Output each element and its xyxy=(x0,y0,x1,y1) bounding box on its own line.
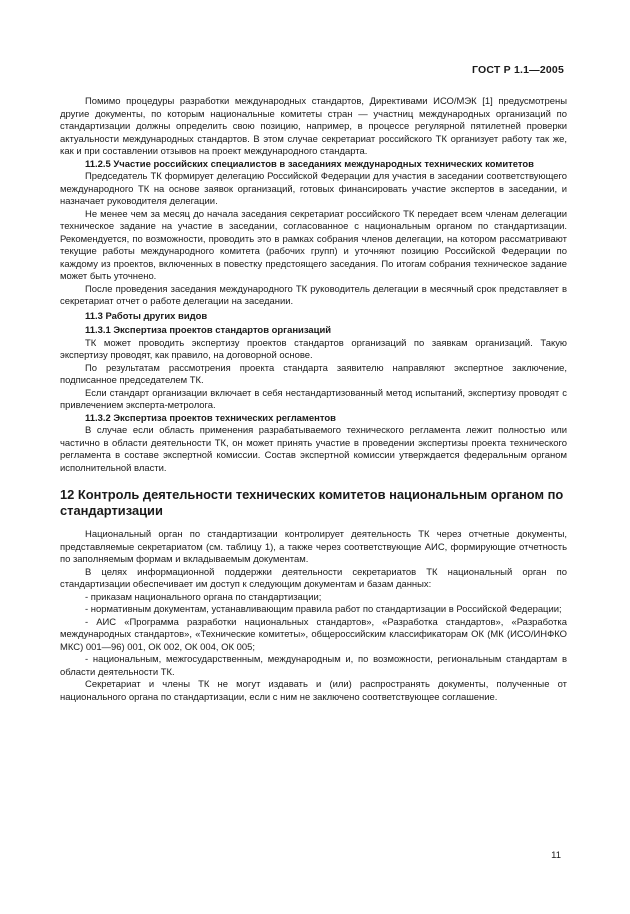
section-heading-11-3-1: 11.3.1 Экспертиза проектов стандартов организаций xyxy=(85,325,332,336)
paragraph: По результатам рассмотрения проекта стандарта заявителю направляют экспертное заключение, подписанное председателем ТК. xyxy=(60,362,567,386)
paragraph: В случае если область применения разрабатываемого технического регламента лежит полностью или частично в области деятельности ТК, он может принять участие в проведении экспертизы проекта технического регламента в составе экспертной комиссии. Состав экспертной комиссии утверждается федеральным органом исполнительной власти. xyxy=(60,425,567,474)
paragraph: Национальный орган по стандартизации контролирует деятельность ТК через отчетные документы, представляемые секретариатом (см. таблицу 1), а также через соответствующие АИС, формирующие отчетность по заполняемым формам и вкладываемым документам. xyxy=(60,529,567,565)
paragraph: Помимо процедуры разработки международных стандартов, Директивами ИСО/МЭК [1] предусмотрены другие документы, по которым национальные комитеты стран — участниц международных организаций по стандартизации должны определить свою позицию, например, в процессе регулярной пятилетней проверки актуальности международных стандартов. В этом случае секретариат российского ТК организует работу так же, как и при составлении отзывов на проект международного стандарта. xyxy=(60,96,567,157)
section-heading-12: 12 Контроль деятельности технических комитетов национальным органом по стандартизации xyxy=(60,487,564,518)
paragraph: ТК может проводить экспертизу проектов стандартов организаций по заявкам организаций. Такую экспертизу проводят, как правило, на договорной основе. xyxy=(60,337,567,361)
list-item: - АИС «Программа разработки национальных стандартов», «Разработка стандартов», «Разработка международных стандартов», «Технические комитеты», общероссийским классификаторам ОК (МК (ИСО/ИНФКО МКС) 001—96) 001, ОК 002, ОК 004, ОК 005; xyxy=(60,616,567,653)
paragraph: Председатель ТК формирует делегацию Российской Федерации для участия в заседании соответствующего международного ТК на основе заявок организаций, готовых финансировать участие экспертов в заседании, и назначает руководителя делегации. xyxy=(60,171,567,207)
section-heading-11-2-5: 11.2.5 Участие российских специалистов в заседаниях международных технических комитетов xyxy=(85,158,534,170)
section-heading-11-3: 11.3 Работы других видов xyxy=(85,310,208,322)
page-body xyxy=(60,96,567,704)
page-number: 11 xyxy=(551,850,561,861)
paragraph: Секретариат и члены ТК не могут издавать и (или) распространять документы, полученные от национального органа по стандартизации, если с ним не заключено соответствующее соглашение. xyxy=(60,679,567,703)
document-id-header: ГОСТ Р 1.1—2005 xyxy=(471,64,564,76)
list-item: - национальным, межгосударственным, международным и, по возможности, региональным стандартам в области деятельности ТК. xyxy=(60,654,567,678)
list-item: - приказам национального органа по стандартизации; xyxy=(85,591,322,603)
paragraph: В целях информационной поддержки деятельности секретариатов ТК национальный орган по стандартизации обеспечивает им доступ к следующим документам и базам данных: xyxy=(60,566,567,590)
section-heading-11-3-2: 11.3.2 Экспертиза проектов технических регламентов xyxy=(85,412,336,424)
list-item: - нормативным документам, устанавливающим правила работ по стандартизации в Российской Федерации; xyxy=(85,604,562,615)
paragraph: Если стандарт организации включает в себя нестандартизованный метод испытаний, экспертизу проводят с привлечением эксперта-метролога. xyxy=(60,387,567,411)
paragraph: После проведения заседания международного ТК руководитель делегации в месячный срок представляет в секретариат отчет о работе делегации на заседании. xyxy=(60,283,567,307)
paragraph: Не менее чем за месяц до начала заседания секретариат российского ТК передает всем членам делегации техническое задание на участие в заседании, согласованное с национальным органом по стандартизации. Рекомендуется, по возможности, проводить это в рамках собрания членов делегации, на котором рассматривают текущие работы международного комитета (рабочих групп) и уточняют позицию Российской Федерации по каждому из проектов, включенных в повестку предстоящего заседания. По итогам собрания техническое задание может быть уточнено. xyxy=(60,208,567,282)
